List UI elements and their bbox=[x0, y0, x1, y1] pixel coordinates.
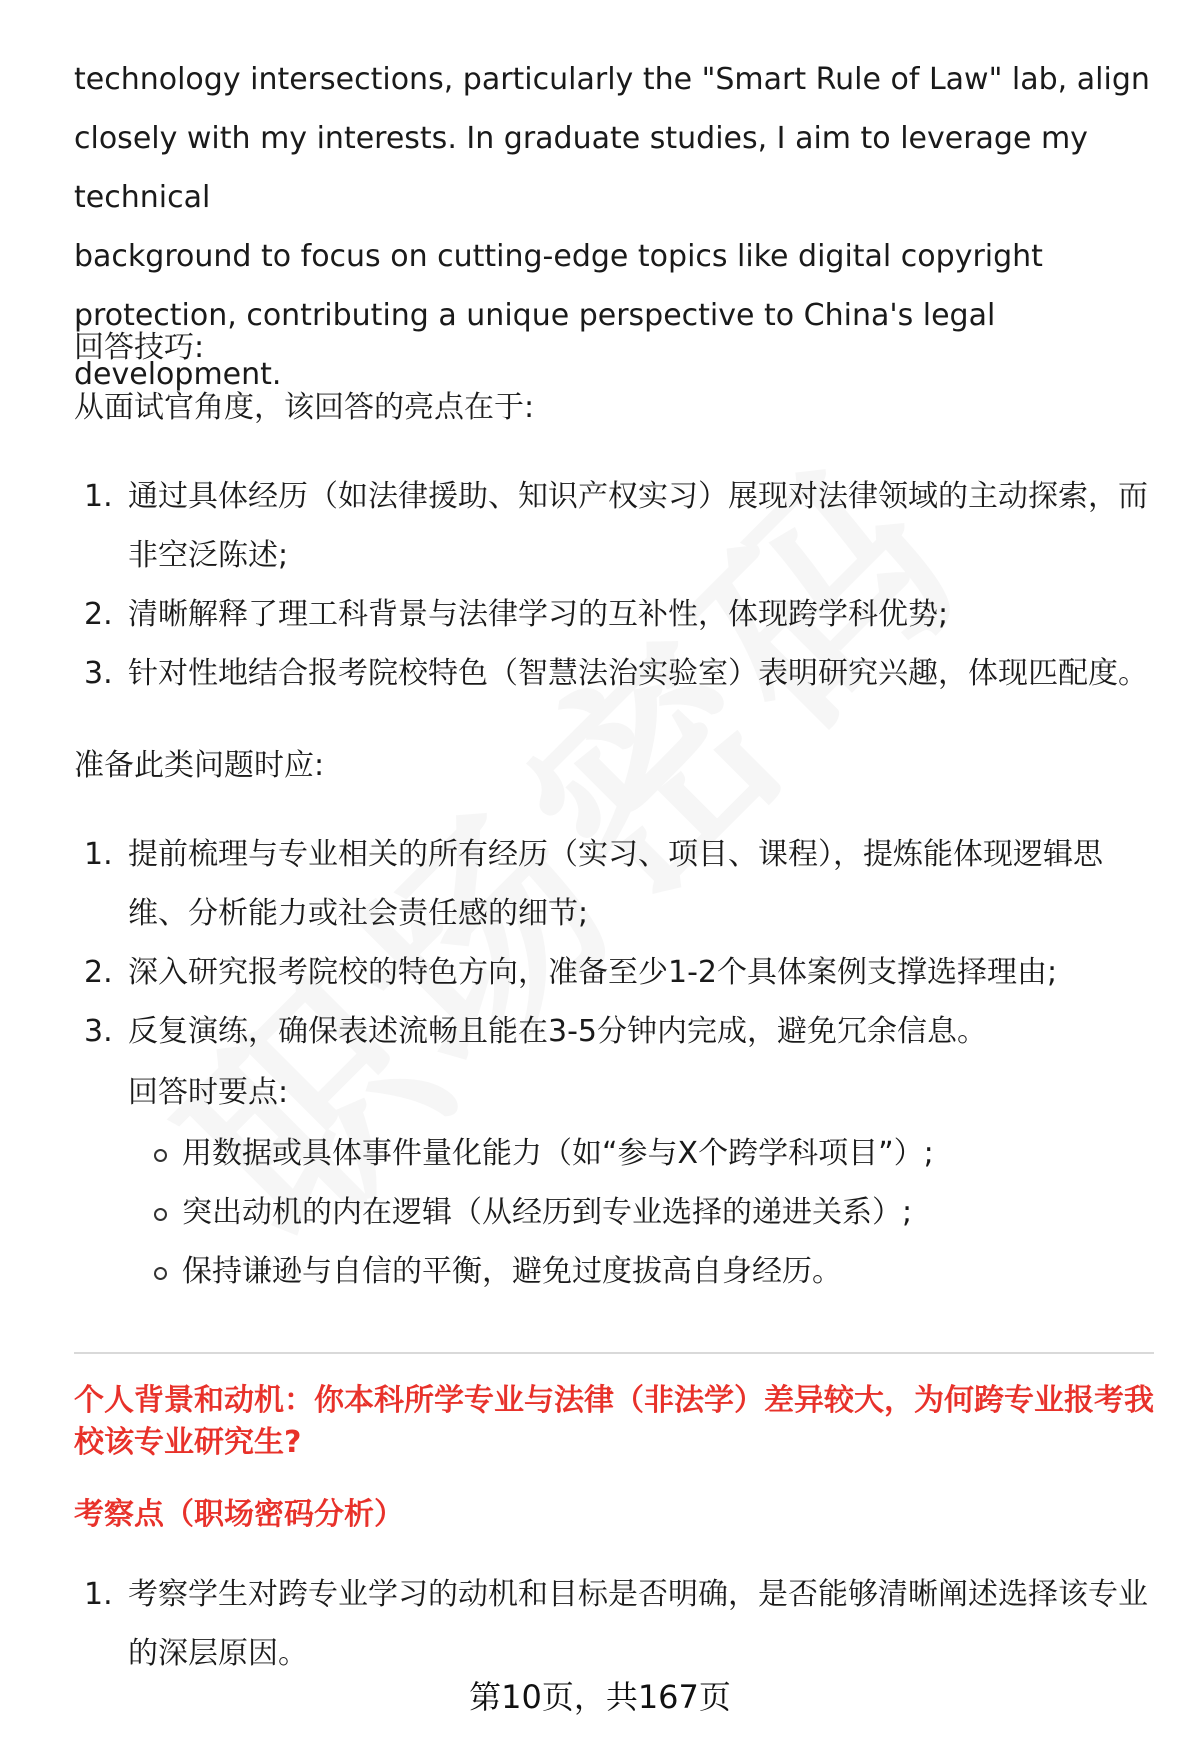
tips-intro: 从面试官角度，该回答的亮点在于: bbox=[74, 390, 535, 425]
list-item bbox=[74, 825, 1154, 943]
bullet-circle-icon bbox=[154, 1267, 167, 1280]
list-item-text: 清晰解释了理工科背景与法律学习的互补性，体现跨学科优势; bbox=[128, 597, 949, 632]
list-number: 3. bbox=[84, 656, 113, 691]
prep-list bbox=[74, 825, 1154, 1061]
intro-line: background to focus on cutting-edge topics like digital copyright bbox=[74, 239, 1043, 274]
intro-line: technology intersections, particularly the "Smart Rule of Law" lab, align bbox=[74, 62, 1150, 97]
bullet-item bbox=[128, 1124, 1138, 1183]
bullet-item bbox=[128, 1183, 1138, 1242]
list-item-text: 反复演练，确保表述流畅且能在3-5分钟内完成，避免冗余信息。 bbox=[128, 1014, 987, 1049]
bullet-text: 用数据或具体事件量化能力（如“参与X个跨学科项目”）; bbox=[182, 1136, 934, 1171]
list-number: 1. bbox=[84, 837, 113, 872]
list-item bbox=[74, 467, 1154, 585]
list-item-text: 提前梳理与专业相关的所有经历（实习、项目、课程），提炼能体现逻辑思 bbox=[128, 837, 1103, 872]
focus-list bbox=[74, 1565, 1154, 1683]
tips-list bbox=[74, 467, 1154, 703]
list-item bbox=[74, 1565, 1154, 1683]
list-number: 2. bbox=[84, 597, 113, 632]
section-divider bbox=[74, 1352, 1154, 1354]
bullet-text: 保持谦逊与自信的平衡，避免过度拔高自身经历。 bbox=[182, 1254, 842, 1289]
list-item bbox=[74, 943, 1154, 1002]
list-item-text: 深入研究报考院校的特色方向，准备至少1-2个具体案例支撑选择理由; bbox=[128, 955, 1058, 990]
prep-sub-label: 回答时要点: bbox=[128, 1075, 289, 1110]
bullet-text: 突出动机的内在逻辑（从经历到专业选择的递进关系）; bbox=[182, 1195, 913, 1230]
bullet-item bbox=[128, 1242, 1138, 1301]
list-item-text: 针对性地结合报考院校特色（智慧法治实验室）表明研究兴趣，体现匹配度。 bbox=[128, 656, 1148, 691]
intro-paragraph bbox=[74, 50, 1154, 404]
list-number: 1. bbox=[84, 1577, 113, 1612]
list-number: 1. bbox=[84, 479, 113, 514]
list-item bbox=[74, 644, 1154, 703]
list-item-text: 非空泛陈述; bbox=[128, 538, 289, 573]
list-item-text: 维、分析能力或社会责任感的细节; bbox=[128, 896, 589, 931]
list-number: 3. bbox=[84, 1014, 113, 1049]
list-item bbox=[74, 1002, 1154, 1061]
question-heading: 个人背景和动机：你本科所学专业与法律（非法学）差异较大，为何跨专业报考我校该专业研究生? bbox=[74, 1383, 1154, 1460]
list-number: 2. bbox=[84, 955, 113, 990]
prep-label: 准备此类问题时应: bbox=[74, 748, 325, 783]
list-item-text: 考察学生对跨专业学习的动机和目标是否明确，是否能够清晰阐述选择该专业 bbox=[128, 1577, 1148, 1612]
list-item-text: 的深层原因。 bbox=[128, 1636, 308, 1671]
list-item bbox=[74, 585, 1154, 644]
intro-line: protection, contributing a unique perspective to China's legal development. bbox=[74, 298, 996, 392]
list-item-text: 通过具体经历（如法律援助、知识产权实习）展现对法律领域的主动探索，而 bbox=[128, 479, 1148, 514]
prep-bullets bbox=[128, 1124, 1138, 1301]
tips-label: 回答技巧: bbox=[74, 330, 205, 365]
focus-heading: 考察点（职场密码分析） bbox=[74, 1497, 404, 1532]
intro-line: closely with my interests. In graduate studies, I aim to leverage my technical bbox=[74, 121, 1088, 215]
bullet-circle-icon bbox=[154, 1208, 167, 1221]
page-footer: 第10页，共167页 bbox=[469, 1678, 731, 1716]
bullet-circle-icon bbox=[154, 1149, 167, 1162]
